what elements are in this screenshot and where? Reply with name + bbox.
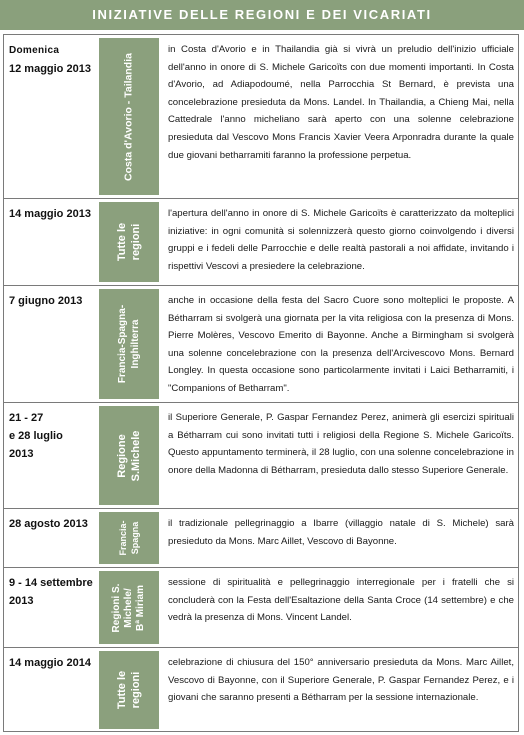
region-label-cell <box>99 289 159 399</box>
date-day: 14 maggio 2014 <box>9 657 91 669</box>
date-day: e 28 luglio <box>9 430 63 442</box>
event-date <box>9 409 95 463</box>
region-label-cell <box>99 571 159 644</box>
table-row <box>3 198 519 285</box>
region-label: Tutte le regioni <box>116 670 142 710</box>
region-label: Regione S.Michele <box>116 430 142 481</box>
event-date <box>9 41 95 78</box>
event-description: in Costa d'Avorio e in Thailandia già si vivrà un preludio dell'inizio ufficiale dell'anno in onore di S. Michele Garicoïts con due momenti importanti. In Costa d'Avorio, ad Adiapodoumé, nella Parrocchia St Bernard, è prevista una concelebrazione presieduta da Mons. Landel. In Thailandia, a Chieng Mai, nella Cattedrale l'anno micheliano sarà aperto con una solenne celebrazione presieduta dal Vescovo Mons Francis Xavier Veera Arponradra durante la quale due giovani betharramiti faranno la professione perpetua. <box>168 44 514 161</box>
table-row <box>3 567 519 647</box>
date-year: 2013 <box>9 448 34 460</box>
date-day: 12 maggio 2013 <box>9 63 91 75</box>
region-label: Costa d'Avorio - Tailandia <box>122 52 135 181</box>
region-label: Regioni S. Michele/ Bª Miriam <box>111 583 146 632</box>
region-label: Tutte le regioni <box>116 222 142 262</box>
date-year: 2013 <box>9 595 34 607</box>
date-range: 21 - 27 <box>9 412 44 424</box>
region-label-cell <box>99 512 159 564</box>
date-weekday: Domenica <box>9 45 60 56</box>
table-row <box>3 35 519 198</box>
table-title: INIZIATIVE DELLE REGIONI E DEI VICARIATI <box>92 7 432 22</box>
region-label: Francia- Spagna <box>118 520 140 556</box>
table-row <box>3 402 519 508</box>
event-date <box>9 205 95 223</box>
region-label: Francia-Spagna- Inghilterra <box>117 304 141 384</box>
region-label-cell <box>99 406 159 505</box>
event-description: anche in occasione della festa del Sacro Cuore sono molteplici le proposte. A Bétharram si svolgerà una giornata per la vita religiosa con la presenza di Mons. Pierre Molères, Vescovo Emerito di Bayonne. Anche a Birmingham si svolgerà una solenne concelebrazione con la presenza dell'Arcivescovo Mons. Bernard Longley. In questa occasione sono particolarmente invitati i Laici Betharramiti, i "Companions of Betharram". <box>168 295 514 394</box>
event-description: l'apertura dell'anno in onore di S. Michele Garicoïts è caratterizzato da molteplici iniziative: in ogni comunità si solennizzerà questo giorno coinvolgendo i diversi gruppi e i fedeli delle Parrocchie e delle realtà pastorali a noi affidate, invitando i rispettivi Vescovi a presiedere la celebrazione. <box>168 208 514 272</box>
event-date <box>9 654 95 672</box>
event-date <box>9 292 95 310</box>
date-range: 9 - 14 settembre <box>9 577 93 589</box>
event-date <box>9 574 95 610</box>
event-description: il tradizionale pellegrinaggio a Ibarre (villaggio natale di S. Michele) sarà presieduto da Mons. Marc Aillet, Vescovo di Bayonne. <box>168 518 514 547</box>
region-label-cell <box>99 38 159 195</box>
table-header-bar <box>0 0 524 30</box>
event-description: il Superiore Generale, P. Gaspar Fernandez Perez, animerà gli esercizi spirituali a Bétharram cui sono invitati tutti i religiosi della Regione S. Michele Garicoïts. Questo appuntamento terminerà, il 28 luglio, con una solenne concelebrazione in onore della Madonna di Bétharram, presieduta dallo stesso Superiore Generale. <box>168 412 514 476</box>
table-row <box>3 285 519 402</box>
event-date <box>9 515 95 533</box>
region-label-cell <box>99 202 159 282</box>
date-day: 14 maggio 2013 <box>9 208 91 220</box>
table-row <box>3 508 519 567</box>
region-label-cell <box>99 651 159 729</box>
event-description: celebrazione di chiusura del 150° anniversario presieduta da Mons. Marc Aillet, Vescovo di Bayonne, con il Superiore Generale, P. Gaspar Fernandez Perez, e i giovani che saranno presenti a Bétharram per la sessione internazionale. <box>168 657 514 704</box>
event-description: sessione di spiritualità e pellegrinaggio interregionale per i fratelli che si concluderà con la Festa dell'Esaltazione della Santa Croce (14 settembre) e che vedrà la presenza di Mons. Vincent Landel. <box>168 577 514 624</box>
date-day: 7 giugno 2013 <box>9 295 83 307</box>
date-day: 28 agosto 2013 <box>9 518 88 530</box>
table-row <box>3 647 519 732</box>
